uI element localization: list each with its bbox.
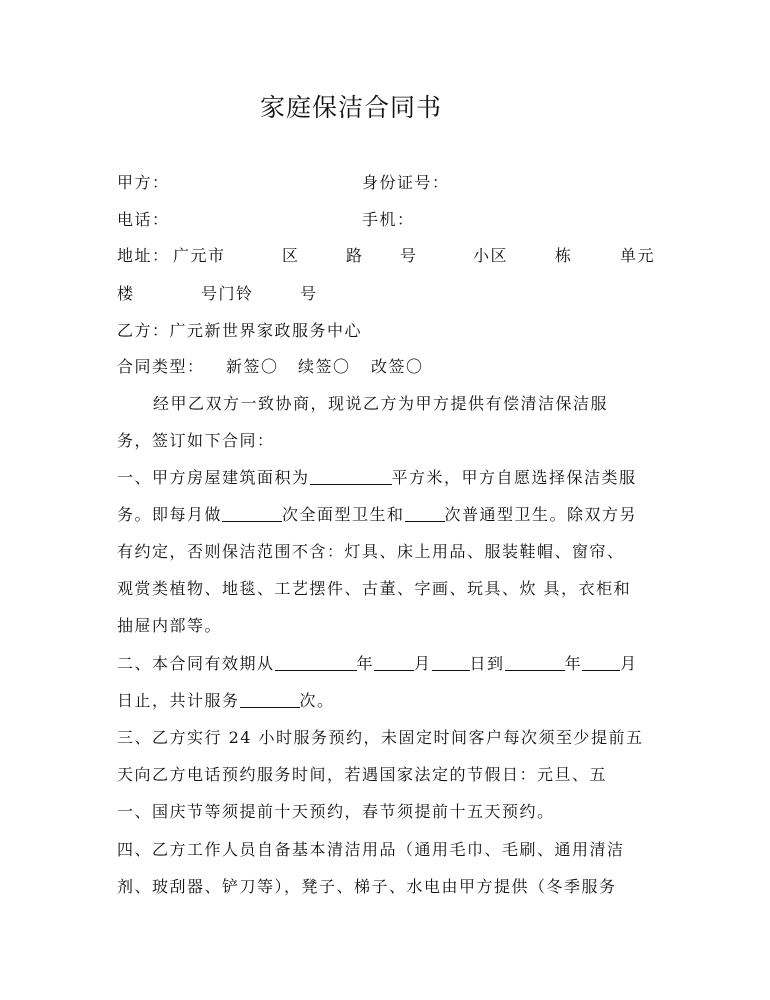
address-row-2 — [117, 281, 653, 301]
address-city: 广元市 — [173, 246, 226, 265]
address-number: 号 — [400, 246, 418, 265]
contract-type-label: 合同类型： — [117, 357, 205, 376]
normal-clean-count-blank[interactable] — [405, 507, 445, 522]
clause-1-line-5: 抽屉内部等。 — [117, 616, 223, 635]
clause-1-text-b: 平方米，甲方自愿选择保洁类服 — [391, 468, 637, 487]
contract-type-change[interactable]: 改签〇 — [371, 357, 424, 376]
address-unit: 单元 — [620, 246, 656, 265]
address-door: 号门铃 — [201, 284, 254, 303]
contract-type-row — [117, 354, 517, 374]
clause-1-text-c: 务。即每月做 — [117, 505, 223, 524]
address-district: 区 — [282, 246, 300, 265]
service-count-blank[interactable] — [240, 693, 300, 708]
address-building: 栋 — [555, 246, 573, 265]
party-a-label: 甲方： — [117, 173, 170, 192]
clause-2-text-b: 日止，共计服务 — [117, 691, 240, 710]
clause-4-line-1: 四、乙方工作人员自备基本清洁用品（通用毛巾、毛刷、通用清洁 — [117, 840, 625, 859]
party-b-label: 乙方： — [117, 321, 170, 340]
clause-2-line-2 — [117, 688, 335, 711]
area-blank[interactable] — [310, 470, 392, 485]
full-clean-count-blank[interactable] — [222, 507, 282, 522]
contract-type-new[interactable]: 新签〇 — [226, 357, 279, 376]
clause-2-year-1: 年 — [356, 654, 375, 673]
mobile-label: 手机： — [362, 210, 415, 229]
party-b-row — [117, 318, 362, 341]
clause-3-line-3: 一、国庆节等须提前十天预约，春节须提前十五天预约。 — [117, 802, 555, 821]
party-b-name: 广元新世界家政服务中心 — [169, 321, 363, 340]
address-label: 地址： — [117, 246, 170, 265]
phone-row — [117, 207, 170, 230]
start-year-blank[interactable] — [275, 656, 357, 671]
mobile-row — [362, 207, 415, 230]
intro-line-1: 经甲乙双方一致协商，现说乙方为甲方提供有偿清洁保洁服 — [153, 394, 609, 413]
phone-label: 电话： — [117, 210, 170, 229]
party-a-row — [117, 170, 170, 193]
clause-4-line-2: 剂、玻刮器、铲刀等），凳子、梯子、水电由甲方提供（冬季服务 — [117, 877, 617, 896]
document-title: 家庭保洁合同书 — [260, 93, 443, 122]
clause-2-text-a: 二、本合同有效期从 — [117, 654, 275, 673]
clause-2-year-2: 年 — [564, 654, 583, 673]
end-month-blank[interactable] — [582, 656, 620, 671]
clause-2-month-1: 月 — [414, 654, 432, 673]
clause-1-text-a: 一、甲方房屋建筑面积为 — [117, 468, 310, 487]
clause-1-line-4: 观赏类植物、地毯、工艺摆件、古董、字画、玩具、炊 具，衣柜和 — [117, 579, 632, 598]
address-community: 小区 — [473, 246, 509, 265]
end-year-blank[interactable] — [505, 656, 565, 671]
id-number-label: 身份证号： — [362, 173, 450, 192]
address-road: 路 — [346, 246, 364, 265]
clause-3-line-1: 三、乙方实行 24 小时服务预约，未固定时间客户每次须至少提前五 — [117, 728, 644, 747]
start-month-blank[interactable] — [374, 656, 414, 671]
clause-2-month-2: 月 — [620, 654, 638, 673]
contract-type-renew[interactable]: 续签〇 — [298, 357, 351, 376]
clause-3-line-2: 天向乙方电话预约服务时间，若遇国家法定的节假日：元旦、五 — [117, 765, 608, 784]
clause-1-line-1 — [117, 465, 637, 488]
clause-1-text-d: 次全面型卫生和 — [282, 505, 405, 524]
clause-1-line-2 — [117, 502, 637, 525]
clause-1-text-e: 次普通型卫生。除双方另 — [444, 505, 638, 524]
address-row — [117, 243, 656, 265]
address-floor: 楼 — [117, 284, 135, 303]
clause-2-text-c: 次。 — [299, 691, 335, 710]
id-number-row — [362, 170, 450, 193]
clause-2-day-1: 日到 — [469, 654, 505, 673]
clause-2-line-1 — [117, 651, 638, 674]
start-day-blank[interactable] — [432, 656, 470, 671]
clause-1-line-3: 有约定，否则保洁范围不含：灯具、床上用品、服装鞋帽、窗帘、 — [117, 542, 625, 561]
intro-line-2: 务，签订如下合同： — [117, 431, 275, 450]
address-door-end: 号 — [300, 284, 318, 303]
